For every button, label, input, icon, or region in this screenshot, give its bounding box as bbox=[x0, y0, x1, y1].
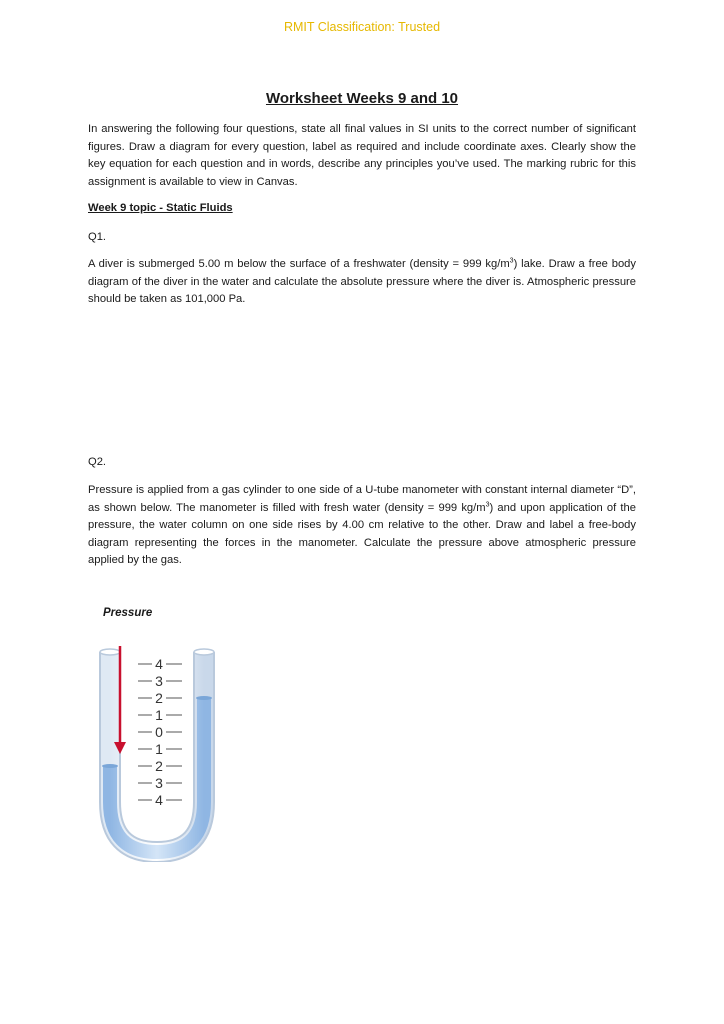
right-tube-opening bbox=[194, 649, 214, 655]
scale-ruler bbox=[138, 656, 182, 808]
q2-label: Q2. bbox=[88, 456, 107, 468]
topic-heading: Week 9 topic - Static Fluids bbox=[88, 202, 233, 214]
q1-text bbox=[88, 256, 636, 309]
classification-label: RMIT Classification: Trusted bbox=[283, 20, 441, 34]
scale-label: 2 bbox=[155, 758, 163, 774]
q1-label: Q1. bbox=[88, 231, 107, 243]
scale-label: 3 bbox=[155, 775, 163, 791]
q1-text-a: A diver is submerged 5.00 m below the surface of a freshwater (density = 999 kg/m bbox=[88, 258, 510, 270]
pressure-label: Pressure bbox=[103, 607, 153, 619]
q2-text-a: Pressure is applied from a gas cylinder to one side of a U-tube manometer with constant internal diameter “D”, as shown below. The manometer is filled with fresh water (density = 999 kg/m bbox=[88, 484, 636, 514]
scale-label: 1 bbox=[155, 741, 163, 757]
scale-label: 4 bbox=[155, 792, 163, 808]
q1-superscript: 3 bbox=[509, 257, 514, 265]
scale-label: 2 bbox=[155, 690, 163, 706]
scale-label: 4 bbox=[155, 656, 163, 672]
scale-label: 3 bbox=[155, 673, 163, 689]
q2-superscript: 3 bbox=[485, 500, 490, 508]
scale-label: 1 bbox=[155, 707, 163, 723]
u-tube-manometer bbox=[90, 602, 240, 862]
page-title: Worksheet Weeks 9 and 10 bbox=[265, 90, 459, 107]
q2-text bbox=[88, 482, 636, 570]
left-water-surface bbox=[102, 764, 118, 768]
q2-text-b: ) and upon application of the pressure, the water column on one side rises by 4.00 cm relative to the other. Draw and label a free-body diagram representing the forces in the manometer. Calculate the pressure above atmospheric pressure applied by the gas. bbox=[88, 501, 636, 567]
right-water-surface bbox=[196, 696, 212, 700]
q1-text-b: ) lake. Draw a free body diagram of the diver in the water and calculate the absolute pressure where the diver is. Atmospheric pressure should be taken as 101,000 Pa. bbox=[88, 258, 636, 306]
intro-paragraph: In answering the following four questions, state all final values in SI units to the correct number of significant figures. Draw a diagram for every question, label as required and include coordinate axes. Clearly show the key equation for each question and in words, describe any principles you’ve used. The marking rubric for this assignment is available to view in Canvas. bbox=[88, 123, 636, 188]
scale-label: 0 bbox=[155, 724, 163, 740]
